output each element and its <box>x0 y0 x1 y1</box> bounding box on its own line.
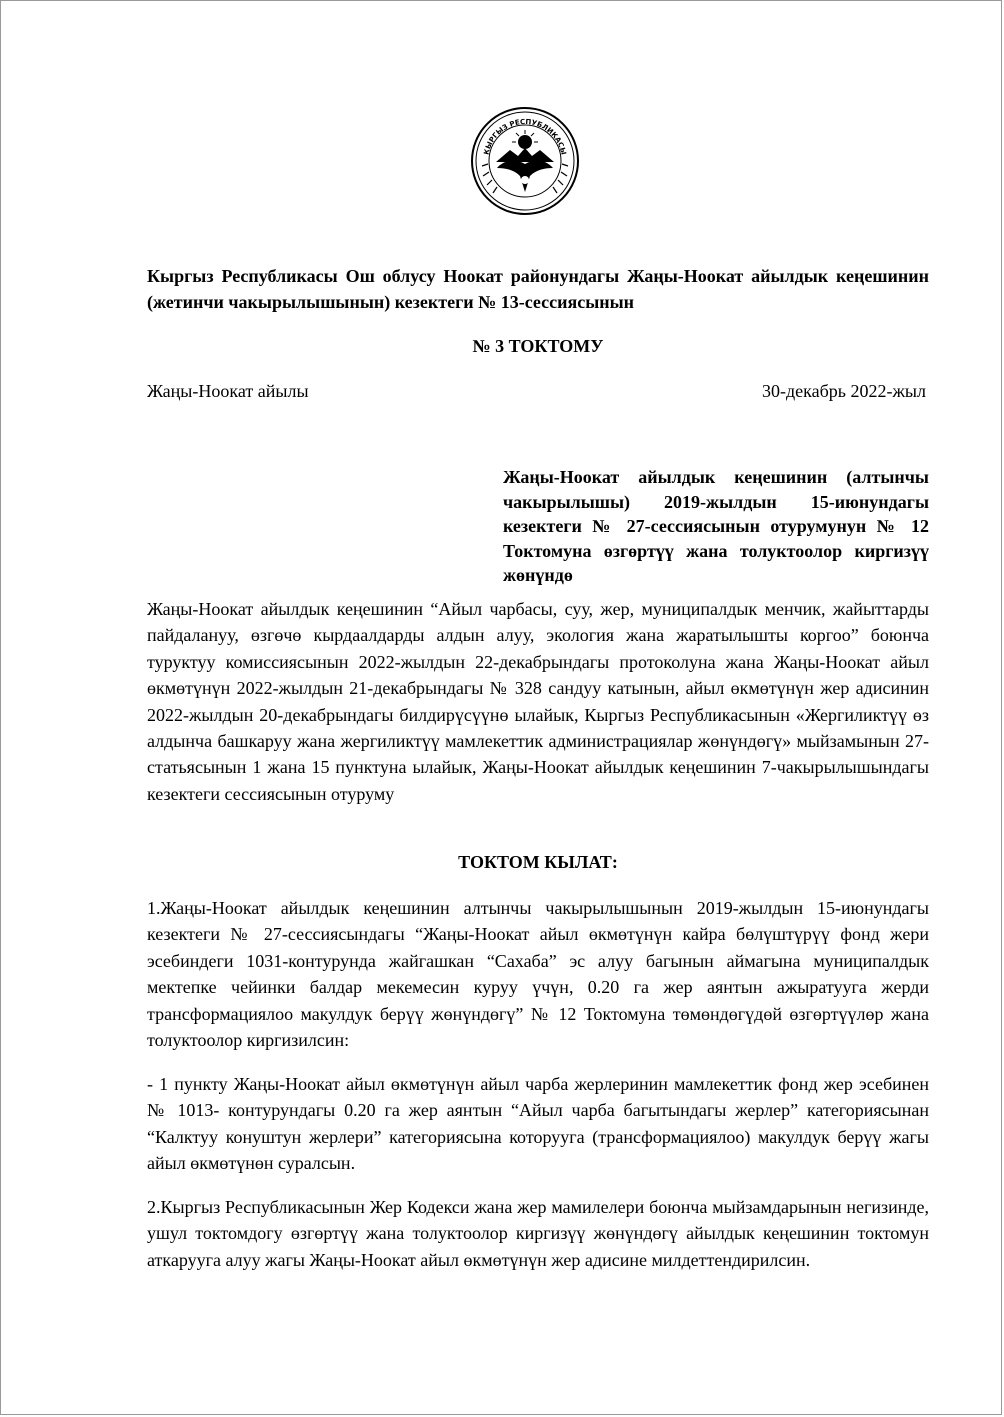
emblem-text: КЫРГЫЗ РЕСПУБЛИКАСЫ <box>482 117 568 156</box>
preamble-paragraph: Жаңы-Ноокат айылдык кеңешинин “Айыл чарбасы, суу, жер, муниципалдык менчик, жайыттарды пайдалануу, өзгөчө кырдаалдарды алдын алуу, экология жана жаратылышты коргоо” боюнча туруктуу комиссиясынын 2022-жылдын 22-декабрындагы протоколуна жана Жаңы-Ноокат айыл өкмөтүнүн 2022-жылдын 21-декабрындагы № 328 сандуу катынын, айыл өкмөтүнүн жер адисинин 2022-жылдын 20-декабрындагы билдирүсүүнө ылайык, Кыргыз Республикасынын «Жергиликтүү өз алдынча башкаруу жана жергиликтүү мамлекеттик администрациялар жөнүндөгү» мыйзамынын 27-статьясынын 1 жана 15 пунктуна ылайык, Жаңы-Ноокат айылдык кеңешинин 7-чакырылышындагы кезектеги сессиясынын отуруму <box>147 599 929 804</box>
resolution-number: № 3 ТОКТОМУ <box>472 336 604 356</box>
resolution-item-2: 2.Кыргыз Республикасынын Жер Кодекси жана жер мамилелери боюнча мыйзамдарынын негизинде, ушул токтомдогу өзгөртүү жана толуктоолор киргизүү жөнүндөгү айылдык кеңешинин токтомун аткарууга алуу жагы Жаңы-Ноокат айыл өкмөтүнүн жер адисине милдеттендирилсин. <box>147 1197 929 1270</box>
resolution-item-1: 1.Жаңы-Ноокат айылдык кеңешинин алтынчы чакырылышынын 2019-жылдын 15-июнундагы кезектеги № 27-сессиясындагы “Жаңы-Ноокат айыл өкмөтүнүн кайра бөлүштүрүү фонд жери эсебиндеги 1031-контурунда жайгашкан “Сахаба” эс алуу багынын аймагына муниципалдык мектепке чейинки балдар мекемесин куруу үчүн, 0.20 га жер аянтын ажыратууга жерди трансформациялоо макулдук берүү жөнүндөгү” № 12 Токтомуна төмөндөгүдөй өзгөртүүлөр жана толуктоолор киргизилсин: <box>147 898 929 1051</box>
place-of-issue: Жаңы-Ноокат айылы <box>147 381 309 401</box>
resolution-subitem: - 1 пункту Жаңы-Ноокат айыл өкмөтүнүн айыл чарба жерлеринин мамлекеттик фонд жер эсебинен № 1013- контурундагы 0.20 га жер аянтын “Айыл чарба багытындагы жерлер” категориясынан “Калктуу конуштун жерлери” категориясына которууга (трансформациялоо) макулдук берүү жагы айыл өкмөтүнөн суралсын. <box>147 1074 929 1174</box>
kyrgyz-state-emblem-icon <box>470 106 580 216</box>
issue-date: 30-декабрь 2022-жыл <box>762 381 926 401</box>
resolves-heading: ТОКТОМ КЫЛАТ: <box>458 852 618 872</box>
document-heading: Кыргыз Республикасы Ош облусу Ноокат районундагы Жаңы-Ноокат айылдык кеңешинин (жетинчи чакырылышынын) кезектеги № 13-сессиясынын <box>147 266 929 312</box>
resolution-subject: Жаңы-Ноокат айылдык кеңешинин (алтынчы чакырылышы) 2019-жылдын 15-июнундагы кезектеги № 27-сессиясынын отурумунун № 12 Токтомуна өзгөртүү жана толуктоолор киргизүү жөнүндө <box>503 467 929 585</box>
